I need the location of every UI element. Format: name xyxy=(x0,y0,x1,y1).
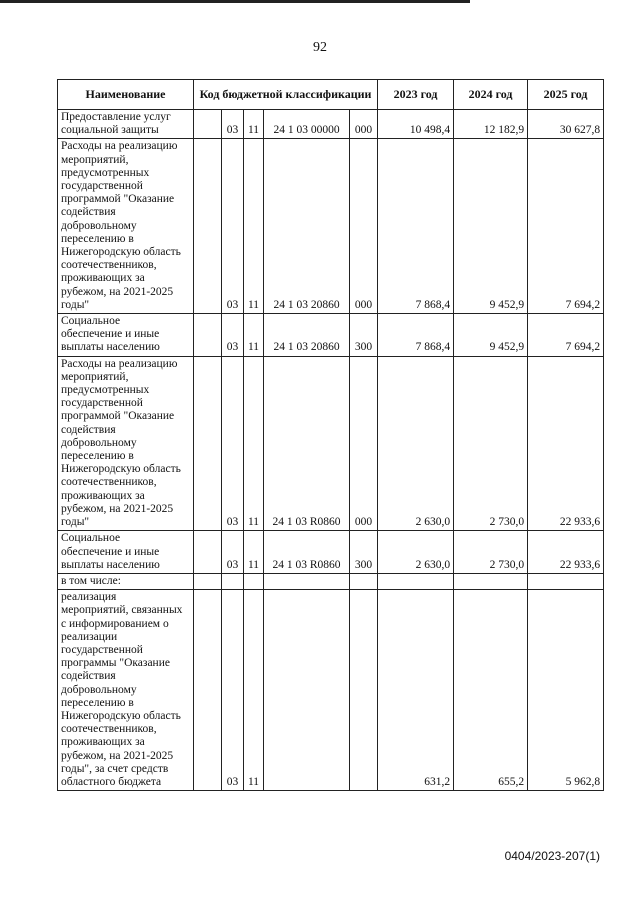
value-2025: 7 694,2 xyxy=(528,139,604,314)
header-2024: 2024 год xyxy=(454,80,528,110)
table-row xyxy=(58,356,604,531)
code-subsection: 11 xyxy=(244,139,264,314)
code-part-1 xyxy=(194,110,222,139)
code-subsection: 11 xyxy=(244,590,264,791)
value-2024: 9 452,9 xyxy=(454,139,528,314)
code-target-article: 24 1 03 20860 xyxy=(264,314,350,357)
table-row xyxy=(58,139,604,314)
code-subsection: 11 xyxy=(244,314,264,357)
table-row xyxy=(58,590,604,791)
page-number: 92 xyxy=(313,40,327,55)
value-2025: 5 962,8 xyxy=(528,590,604,791)
table-header-row xyxy=(58,80,604,110)
code-target-article: 24 1 03 R0860 xyxy=(264,356,350,531)
code-section: 03 xyxy=(222,314,244,357)
header-name: Наименование xyxy=(58,80,194,110)
code-part-1 xyxy=(194,356,222,531)
value-2025: 22 933,6 xyxy=(528,356,604,531)
value-2023: 7 868,4 xyxy=(378,139,454,314)
code-target-article: 24 1 03 00000 xyxy=(264,110,350,139)
code-part-1 xyxy=(194,139,222,314)
code-expense-type: 300 xyxy=(350,314,378,357)
code-subsection: 11 xyxy=(244,531,264,574)
row-name: Социальное обеспечение и иные выплаты населению xyxy=(58,531,194,574)
code-subsection xyxy=(244,573,264,589)
code-part-1 xyxy=(194,531,222,574)
code-expense-type xyxy=(350,590,378,791)
code-subsection: 11 xyxy=(244,110,264,139)
row-name: реализация мероприятий, связанных с информированием о реализации государственной программы "Оказание содействия добровольному переселению в Нижегородскую область соотечественников, проживающих за рубежом, на 2021-2025 годы", за счет средств областного бюджета xyxy=(58,590,194,791)
value-2023: 7 868,4 xyxy=(378,314,454,357)
code-section: 03 xyxy=(222,356,244,531)
value-2024: 655,2 xyxy=(454,590,528,791)
code-subsection: 11 xyxy=(244,356,264,531)
value-2025: 22 933,6 xyxy=(528,531,604,574)
header-code: Код бюджетной классификации xyxy=(194,80,378,110)
header-2025: 2025 год xyxy=(528,80,604,110)
row-name: в том числе: xyxy=(58,573,194,589)
value-2023: 2 630,0 xyxy=(378,531,454,574)
code-target-article xyxy=(264,573,350,589)
value-2025: 7 694,2 xyxy=(528,314,604,357)
code-expense-type: 000 xyxy=(350,110,378,139)
code-part-1 xyxy=(194,573,222,589)
code-expense-type: 300 xyxy=(350,531,378,574)
code-expense-type: 000 xyxy=(350,139,378,314)
header-2023: 2023 год xyxy=(378,80,454,110)
code-target-article: 24 1 03 R0860 xyxy=(264,531,350,574)
table-row xyxy=(58,110,604,139)
code-section: 03 xyxy=(222,590,244,791)
value-2024: 2 730,0 xyxy=(454,356,528,531)
value-2023 xyxy=(378,573,454,589)
value-2023: 2 630,0 xyxy=(378,356,454,531)
table-row xyxy=(58,573,604,589)
code-section xyxy=(222,573,244,589)
code-section: 03 xyxy=(222,531,244,574)
code-part-1 xyxy=(194,590,222,791)
value-2024: 9 452,9 xyxy=(454,314,528,357)
top-rule xyxy=(0,0,470,3)
code-section: 03 xyxy=(222,110,244,139)
row-name: Социальное обеспечение и иные выплаты населению xyxy=(58,314,194,357)
value-2024: 12 182,9 xyxy=(454,110,528,139)
code-expense-type xyxy=(350,573,378,589)
row-name: Предоставление услуг социальной защиты xyxy=(58,110,194,139)
value-2025 xyxy=(528,573,604,589)
budget-table xyxy=(57,79,604,791)
row-name: Расходы на реализацию мероприятий, предусмотренных государственной программой "Оказание содействия добровольному переселению в Нижегородскую область соотечественников, проживающих за рубежом, на 2021-2025 годы" xyxy=(58,356,194,531)
table-row xyxy=(58,314,604,357)
code-target-article xyxy=(264,590,350,791)
value-2025: 30 627,8 xyxy=(528,110,604,139)
row-name: Расходы на реализацию мероприятий, предусмотренных государственной программой "Оказание содействия добровольному переселению в Нижегородскую область соотечественников, проживающих за рубежом, на 2021-2025 годы" xyxy=(58,139,194,314)
code-target-article: 24 1 03 20860 xyxy=(264,139,350,314)
document-code: 0404/2023-207(1) xyxy=(504,849,600,863)
code-section: 03 xyxy=(222,139,244,314)
table-row xyxy=(58,531,604,574)
code-part-1 xyxy=(194,314,222,357)
value-2023: 631,2 xyxy=(378,590,454,791)
code-expense-type: 000 xyxy=(350,356,378,531)
value-2024 xyxy=(454,573,528,589)
value-2023: 10 498,4 xyxy=(378,110,454,139)
value-2024: 2 730,0 xyxy=(454,531,528,574)
